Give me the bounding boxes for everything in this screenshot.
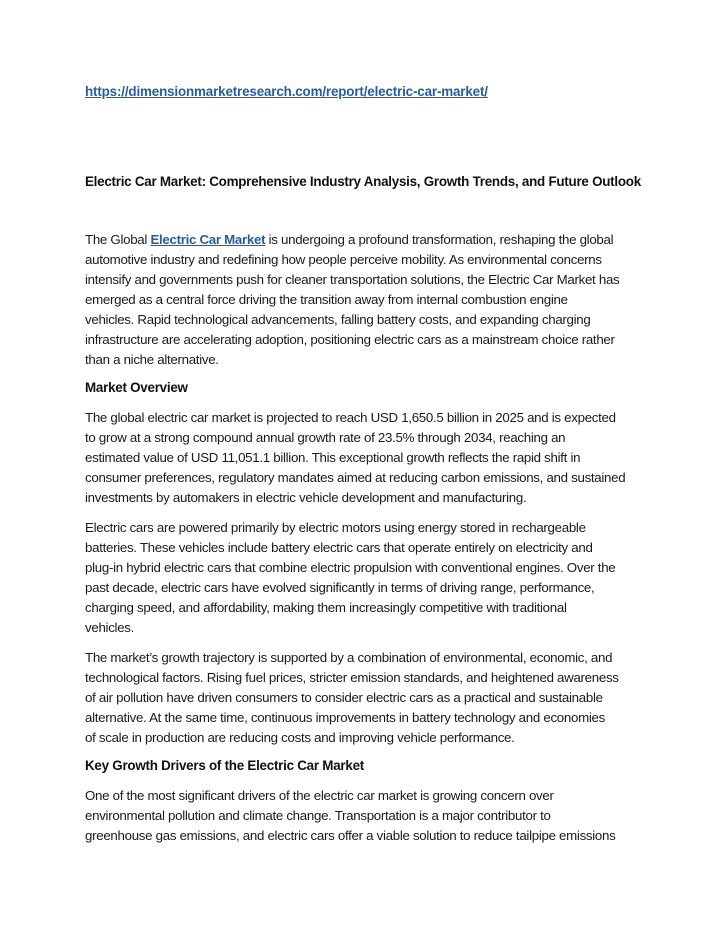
document-title: Electric Car Market: Comprehensive Industry Analysis, Growth Trends, and Future Outlook <box>85 174 641 189</box>
section-heading-market-overview: Market Overview <box>85 380 188 395</box>
paragraph-line: of air pollution have driven consumers to consider electric cars as a practical and sustainable <box>85 690 603 705</box>
paragraph-line: past decade, electric cars have evolved significantly in terms of driving range, performance, <box>85 580 595 595</box>
intro-line: automotive industry and redefining how people perceive mobility. As environmental concerns <box>85 252 602 267</box>
paragraph-line: vehicles. <box>85 620 135 635</box>
paragraph-line: to grow at a strong compound annual growth rate of 23.5% through 2034, reaching an <box>85 430 566 445</box>
paragraph-line: batteries. These vehicles include battery electric cars that operate entirely on electricity and <box>85 540 593 555</box>
paragraph-line: consumer preferences, regulatory mandates aimed at reducing carbon emissions, and sustained <box>85 470 626 485</box>
paragraph-line: charging speed, and affordability, making them increasingly competitive with traditional <box>85 600 567 615</box>
paragraph-line: greenhouse gas emissions, and electric cars offer a viable solution to reduce tailpipe emissions <box>85 828 616 843</box>
paragraph-line: alternative. At the same time, continuous improvements in battery technology and economies <box>85 710 605 725</box>
market-overview-paragraph-3 <box>85 648 685 748</box>
intro-line: intensify and governments push for cleaner transportation solutions, the Electric Car Market has <box>85 272 620 287</box>
paragraph-line: technological factors. Rising fuel prices, stricter emission standards, and heightened awareness <box>85 670 619 685</box>
intro-line: infrastructure are accelerating adoption, positioning electric cars as a mainstream choice rather <box>85 332 615 347</box>
key-growth-drivers-paragraph-1 <box>85 786 685 846</box>
section-heading-key-growth-drivers: Key Growth Drivers of the Electric Car Market <box>85 758 364 773</box>
intro-line: vehicles. Rapid technological advancements, falling battery costs, and expanding charging <box>85 312 591 327</box>
paragraph-line: plug-in hybrid electric cars that combine electric propulsion with conventional engines. Over the <box>85 560 616 575</box>
market-overview-paragraph-1 <box>85 408 685 508</box>
paragraph-line: estimated value of USD 11,051.1 billion. This exceptional growth reflects the rapid shift in <box>85 450 581 465</box>
paragraph-line: The global electric car market is projected to reach USD 1,650.5 billion in 2025 and is expected <box>85 410 616 425</box>
paragraph-line: The market’s growth trajectory is supported by a combination of environmental, economic, and <box>85 650 613 665</box>
paragraph-line: investments by automakers in electric vehicle development and manufacturing. <box>85 490 527 505</box>
paragraph-line: Electric cars are powered primarily by electric motors using energy stored in rechargeable <box>85 520 586 535</box>
paragraph-line: environmental pollution and climate change. Transportation is a major contributor to <box>85 808 551 823</box>
paragraph-line: One of the most significant drivers of the electric car market is growing concern over <box>85 788 554 803</box>
intro-line: emerged as a central force driving the transition away from internal combustion engine <box>85 292 568 307</box>
intro-line <box>85 230 685 250</box>
electric-car-market-link[interactable]: Electric Car Market <box>150 232 266 247</box>
intro-paragraph <box>85 230 685 370</box>
intro-line1-suffix: is undergoing a profound transformation, reshaping the global <box>265 232 614 247</box>
intro-prefix: The Global <box>85 232 151 247</box>
source-url-link[interactable]: https://dimensionmarketresearch.com/report/electric-car-market/ <box>85 84 488 99</box>
paragraph-line: of scale in production are reducing costs and improving vehicle performance. <box>85 730 515 745</box>
intro-line: than a niche alternative. <box>85 352 219 367</box>
market-overview-paragraph-2 <box>85 518 685 638</box>
